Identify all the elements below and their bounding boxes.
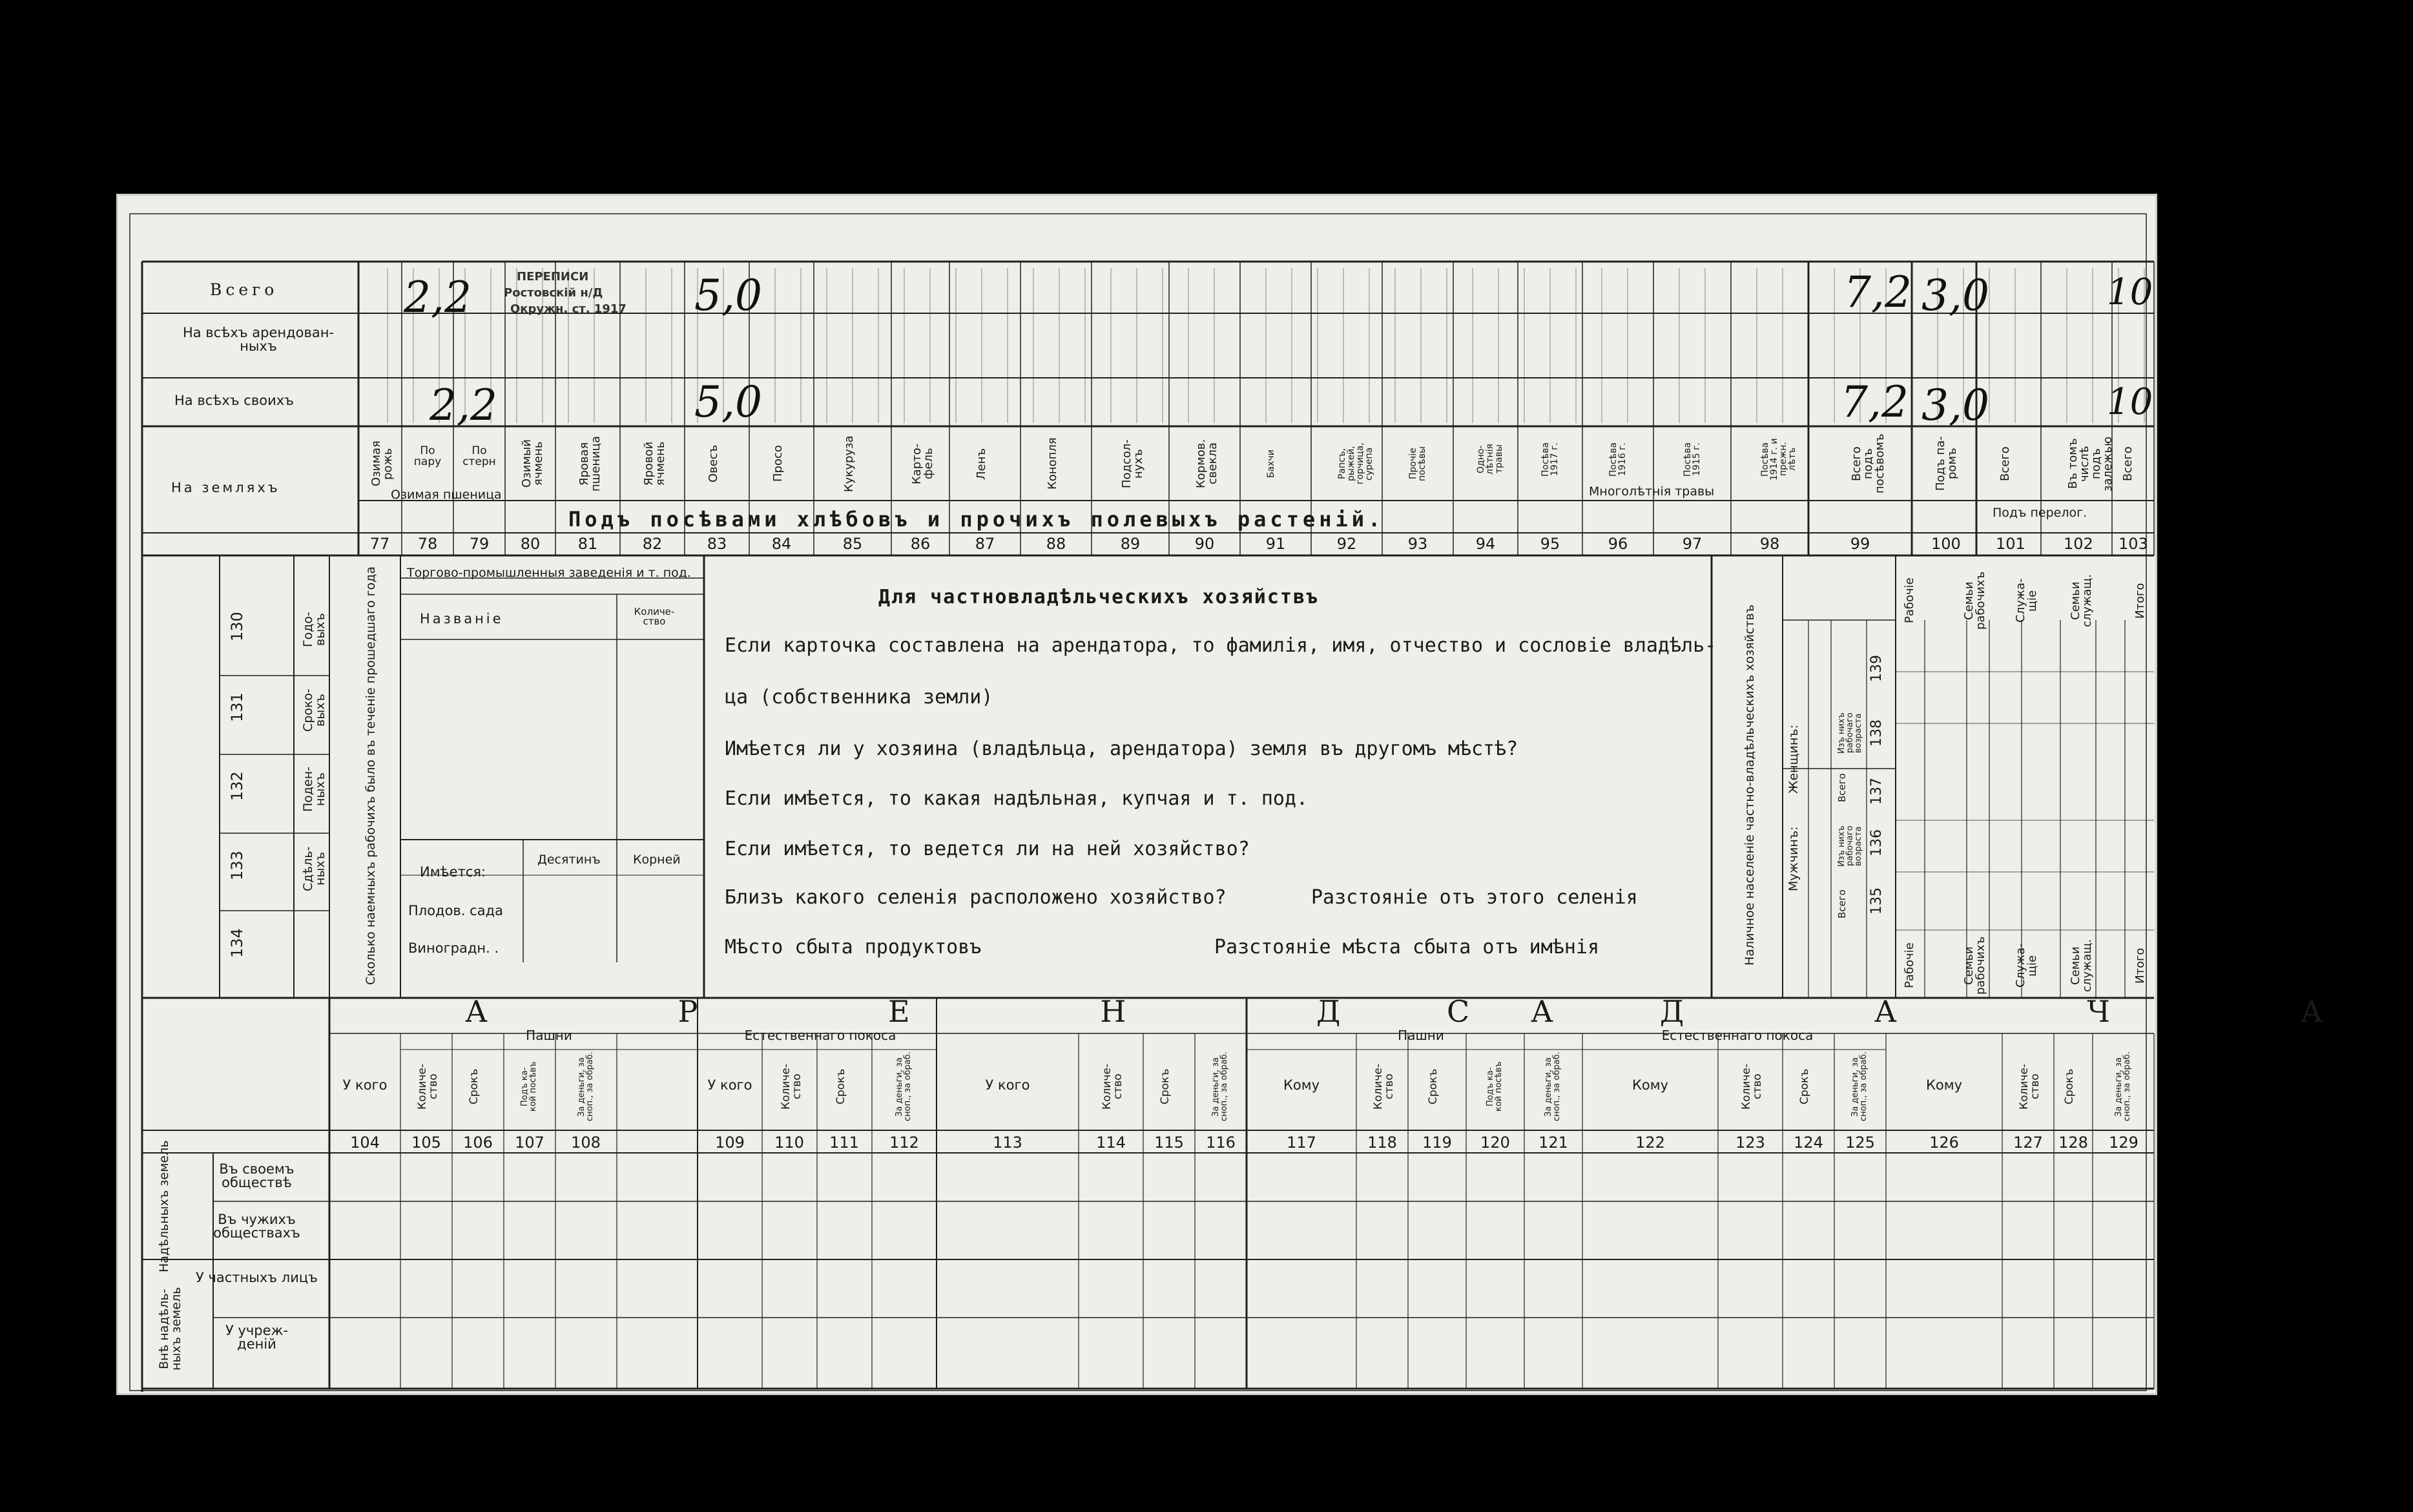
top-col-number: 97: [1682, 535, 1703, 553]
top-col-number: 84: [771, 535, 792, 553]
lease-col-number: 111: [829, 1134, 859, 1152]
population-tail-header-bottom: Семьи служащ.: [2069, 939, 2094, 992]
arenda-pokos-col-header: Срокъ: [834, 1068, 847, 1105]
lease-col-number: 119: [1422, 1134, 1452, 1152]
lease-col-number: 129: [2109, 1134, 2139, 1152]
row-label-na-zemlyakh: На земляхъ: [171, 480, 280, 495]
lease-col-number: 118: [1367, 1134, 1397, 1152]
lease-col-number: 123: [1735, 1134, 1765, 1152]
top-col-header-9: Кукуруза: [842, 435, 856, 492]
lease-col-number: 114: [1096, 1134, 1126, 1152]
top-col-number: 83: [707, 535, 727, 553]
lease-col-number: 121: [1538, 1134, 1568, 1152]
top-col-number: 86: [910, 535, 931, 553]
lease-col-number: 126: [1929, 1134, 1959, 1152]
population-col-number: 136: [1869, 829, 1885, 856]
row-uchrezhdenii: У учреж- деній: [225, 1323, 289, 1352]
top-col-header-3: По стерн: [462, 444, 496, 468]
population-col-number: 135: [1869, 887, 1885, 915]
sdacha-other-col-header: Количе- ство: [2018, 1063, 2042, 1110]
top-col-number: 81: [577, 535, 598, 553]
lease-col-number: 108: [571, 1134, 601, 1152]
stamp-line-1: ПЕРЕПИСИ: [517, 270, 589, 284]
value-vsego-103: 10: [2107, 271, 2153, 313]
top-col-number: 91: [1265, 535, 1286, 553]
top-col-header-26: Въ томъ числѣ подъ залежью: [2066, 436, 2115, 492]
arenda-pashni-who-header: У кого: [342, 1077, 388, 1093]
worker-row-label: Сдѣль- ныхъ: [301, 846, 327, 891]
population-caption: Наличное населеніе частно-владѣльческихъ хозяйствъ: [1743, 604, 1757, 966]
top-col-header-20: Посѣва 1916 г.: [1608, 442, 1628, 477]
top-col-header-25: Всего: [1998, 446, 2012, 481]
lease-col-number: 122: [1635, 1134, 1665, 1152]
lease-col-number: 128: [2058, 1134, 2088, 1152]
worker-row-number: 131: [228, 692, 246, 722]
sdacha-pokos-col-header: Срокъ: [1798, 1068, 1811, 1105]
sdacha-other-col-header: За деньги, за сноп., за обраб.: [2113, 1051, 2132, 1122]
trade-title: Торгово-промышленныя заведенія и т. под.: [407, 566, 691, 580]
top-col-number: 99: [1850, 535, 1870, 553]
top-col-number: 92: [1336, 535, 1357, 553]
private-title: Для частновладѣльческихъ хозяйствъ: [878, 586, 1320, 608]
population-col-number: 138: [1869, 720, 1885, 747]
population-tail-header-bottom: Рабочіе: [1903, 942, 1916, 989]
top-col-header-10: Карто- фель: [910, 443, 935, 484]
arenda-other-who-header: У кого: [985, 1077, 1030, 1093]
lease-col-number: 125: [1845, 1134, 1875, 1152]
lease-col-number: 104: [350, 1134, 380, 1152]
top-col-number: 101: [1996, 535, 2025, 553]
lease-col-number: 110: [774, 1134, 804, 1152]
top-col-header-15: Бахчи: [1266, 450, 1276, 478]
stamp-line-2: Ростовскій н/Д: [504, 286, 603, 300]
top-col-header-24: Подъ па- ромъ: [1934, 436, 1959, 492]
top-col-number: 96: [1608, 535, 1628, 553]
top-col-number: 77: [369, 535, 390, 553]
population-tail-header-top: Служа- щіе: [2014, 578, 2039, 623]
top-col-header-13: Подсол- нухъ: [1120, 439, 1145, 488]
desyatin-header: Десятинъ: [537, 853, 601, 867]
top-col-number: 98: [1759, 535, 1780, 553]
population-tail-header-bottom: Семьи рабочихъ: [1962, 936, 1987, 995]
worker-row-label: Годо- выхъ: [301, 612, 327, 648]
top-col-header-16: Рапсъ, рыжей, горчица, сурепа: [1337, 442, 1374, 485]
has-label: Имѣется:: [420, 864, 486, 880]
worker-row-label: Поден- ныхъ: [301, 766, 327, 813]
sdacha-pokos-col-header: За деньги, за сноп., за обраб.: [1850, 1051, 1869, 1122]
worker-row-number: 133: [228, 851, 246, 880]
top-col-header-7: Овесъ: [707, 444, 720, 483]
stamp-line-3: Окружн. ст. 1917: [510, 302, 627, 316]
top-col-header-19: Посѣва 1917 г.: [1540, 442, 1560, 477]
top-col-header-18: Одно- лѣтнія травы: [1476, 444, 1504, 475]
trade-name-header: Названіе: [420, 611, 504, 627]
arenda-other-col-header: Срокъ: [1159, 1068, 1172, 1105]
value-vsego-100: 3,0: [1921, 271, 1989, 320]
roots-header: Корней: [633, 853, 681, 867]
arenda-title: А Р Е Н Д А: [465, 994, 1644, 1029]
top-col-number: 82: [642, 535, 663, 553]
sdacha-title: С Д А Ч А: [1447, 994, 2413, 1029]
population-tail-header-bottom: Итого: [2133, 948, 2147, 984]
lease-col-number: 127: [2013, 1134, 2043, 1152]
grass-caption: Многолѣтнія травы: [1589, 484, 1715, 499]
top-col-number: 95: [1540, 535, 1560, 553]
sdacha-pashni-col-header: Количе- ство: [1372, 1063, 1396, 1110]
lease-col-number: 105: [411, 1134, 441, 1152]
top-col-number: 80: [520, 535, 541, 553]
private-line-1: Если карточка составлена на арендатора, то фамилія, имя, отчество и сословіе владѣль-: [725, 634, 1717, 657]
row-svoem: Въ своемъ обществѣ: [219, 1161, 295, 1190]
men-label: Мужчинъ:: [1786, 826, 1801, 892]
row-chuzhikh: Въ чужихъ обществахъ: [213, 1212, 300, 1241]
value-svoikh-82: 5,0: [694, 377, 762, 427]
men-total-header: Всего: [1836, 889, 1848, 919]
sdacha-pokos-col-header: Количе- ство: [1740, 1063, 1764, 1110]
lease-col-number: 115: [1154, 1134, 1184, 1152]
top-col-number: 87: [975, 535, 995, 553]
lease-col-number: 109: [715, 1134, 745, 1152]
lease-col-number: 117: [1287, 1134, 1316, 1152]
lease-col-number: 107: [515, 1134, 544, 1152]
top-col-number: 103: [2118, 535, 2148, 553]
top-col-number: 93: [1407, 535, 1428, 553]
lease-col-number: 120: [1480, 1134, 1510, 1152]
population-tail-header-top: Итого: [2133, 583, 2147, 619]
top-col-number: 94: [1475, 535, 1496, 553]
top-col-header-4: Озимый ячмень: [520, 439, 545, 488]
worker-row-label: Сроко- выхъ: [301, 689, 327, 732]
top-col-number: 88: [1046, 535, 1066, 553]
top-col-header-21: Посѣва 1915 г.: [1683, 442, 1702, 477]
top-col-header-17: Прочіе посѣвы: [1408, 446, 1427, 482]
worker-row-number: 132: [228, 771, 246, 801]
value-svoikh-99: 7,2: [1841, 377, 1909, 427]
top-col-header-8: Просо: [771, 445, 785, 482]
row-label-svoikh: На всѣхъ своихъ: [174, 393, 294, 408]
fallow-caption: Подъ перелог.: [1993, 506, 2087, 520]
trade-qty-header: Количе- ство: [634, 606, 675, 627]
women-total-header: Всего: [1836, 773, 1848, 803]
sdacha-pashni-col-header: За деньги, за сноп., за обраб.: [1544, 1051, 1562, 1122]
sdacha-other-who-header: Кому: [1925, 1077, 1963, 1093]
private-line-4: Если имѣется, то какая надѣльная, купчая и т. под.: [725, 787, 1309, 810]
sdacha-pokos-who-header: Кому: [1631, 1077, 1669, 1093]
row-chastnykh: У частныхъ лицъ: [196, 1270, 318, 1285]
top-col-number: 90: [1194, 535, 1215, 553]
arenda-pokos-who-header: У кого: [707, 1077, 752, 1093]
top-col-header-22: Посѣва 1914 г. и прежн. лѣтъ: [1760, 438, 1797, 481]
lease-col-number: 113: [993, 1134, 1022, 1152]
women-label: Женщинъ:: [1786, 724, 1801, 794]
value-svoikh-100: 3,0: [1921, 380, 1989, 430]
top-col-header-14: Кормов. свекла: [1194, 439, 1219, 489]
arenda-pokos-col-header: Количе- ство: [779, 1063, 803, 1110]
population-col-number: 137: [1869, 778, 1885, 805]
private-line-6: Близъ какого селенія расположено хозяйство?: [725, 886, 1227, 909]
arenda-pashni-col-header: Количе- ство: [416, 1063, 440, 1110]
arenda-other-col-header: Количе- ство: [1101, 1063, 1124, 1110]
top-col-number: 102: [2064, 535, 2093, 553]
men-working-header: Изъ нихъ рабочаго возраста: [1837, 825, 1863, 867]
top-col-header-12: Конопля: [1046, 437, 1059, 490]
value-vsego-82: 5,0: [694, 271, 762, 320]
private-line-3: Имѣется ли у хозяина (владѣльца, арендатора) земля въ другомъ мѣстѣ?: [725, 738, 1518, 760]
distance-settlement: Разстояніе отъ этого селенія: [1311, 886, 1638, 909]
wheat-caption: Озимая пшеница: [391, 488, 502, 502]
population-tail-header-top: Рабочіе: [1903, 577, 1916, 624]
top-col-header-2: По пару: [413, 444, 442, 468]
women-working-header: Изъ нихъ рабочаго возраста: [1837, 712, 1863, 754]
private-line-7: Мѣсто сбыта продуктовъ: [725, 936, 982, 958]
pashni-header-arenda: Пашни: [526, 1028, 572, 1043]
arenda-other-col-header: За деньги, за сноп., за обраб.: [1211, 1051, 1229, 1122]
arenda-pashni-col-header: Срокъ: [468, 1068, 481, 1105]
private-line-2: ца (собственника земли): [725, 686, 993, 709]
top-col-header-23: Всего подъ посѣвомъ: [1850, 433, 1887, 494]
distance-market: Разстояніе мѣста сбыта отъ имѣнія: [1214, 936, 1600, 958]
worker-row-number: 134: [228, 928, 246, 958]
arenda-pashni-col-header: Подъ ка- кой посѣвъ: [520, 1061, 538, 1112]
top-col-header-5: Яровая пшеница: [577, 435, 603, 492]
value-vsego-78: 2,2: [404, 273, 471, 322]
value-vsego-99: 7,2: [1844, 267, 1912, 317]
sdacha-pashni-who-header: Кому: [1283, 1077, 1320, 1093]
population-tail-header-top: Семьи рабочихъ: [1962, 571, 1987, 630]
value-svoikh-103: 10: [2107, 381, 2153, 423]
vne-nadel-caption: Внѣ надѣль- ныхъ земель: [157, 1287, 183, 1371]
value-svoikh-78: 2,2: [430, 380, 497, 430]
arenda-pashni-col-header: За деньги, за сноп., за обраб.: [576, 1051, 595, 1122]
vineyard-label: Виноградн. .: [408, 940, 499, 956]
arenda-pokos-col-header: За деньги, за сноп., за обраб.: [895, 1051, 913, 1122]
top-col-header-27: Всего: [2121, 446, 2135, 481]
top-col-header-6: Яровой ячмень: [642, 441, 667, 486]
top-col-number: 78: [417, 535, 438, 553]
population-tail-header-bottom: Служа- щіе: [2014, 943, 2039, 988]
sdacha-other-col-header: Срокъ: [2063, 1068, 2076, 1105]
top-col-header-11: Ленъ: [975, 448, 988, 480]
top-col-header-1: Озимая рожь: [369, 440, 395, 487]
lease-col-number: 116: [1206, 1134, 1236, 1152]
top-col-number: 100: [1931, 535, 1961, 553]
lease-col-number: 112: [889, 1134, 919, 1152]
top-col-number: 85: [842, 535, 863, 553]
worker-row-number: 130: [228, 612, 246, 641]
row-label-vsego: Всего: [210, 280, 278, 299]
private-line-5: Если имѣется, то ведется ли на ней хозяйство?: [725, 838, 1250, 860]
sdacha-pashni-col-header: Подъ ка- кой посѣвъ: [1486, 1061, 1504, 1112]
pokos-header-sdacha: Естественнаго покоса: [1661, 1028, 1814, 1043]
row-label-arendovannykh: На всѣхъ арендован- ныхъ: [182, 325, 335, 354]
top-col-number: 79: [469, 535, 490, 553]
population-tail-header-top: Семьи служащ.: [2069, 574, 2094, 627]
top-col-number: 89: [1120, 535, 1141, 553]
nadel-caption: Надѣльныхъ земель: [157, 1140, 171, 1272]
pokos-header-arenda: Естественнаго покоса: [744, 1028, 896, 1043]
sdacha-pashni-col-header: Срокъ: [1427, 1068, 1440, 1105]
workers-caption: Сколько наемныхъ рабочихъ было въ теченіе прошедшаго года: [364, 566, 378, 985]
lease-col-number: 106: [463, 1134, 493, 1152]
pashni-header-sdacha: Пашни: [1398, 1028, 1444, 1043]
population-col-number: 139: [1869, 655, 1885, 682]
orchard-label: Плодов. сада: [408, 903, 503, 918]
lease-col-number: 124: [1794, 1134, 1823, 1152]
section-title: Подъ посѣвами хлѣбовъ и прочихъ полевыхъ растеній.: [568, 507, 1385, 532]
